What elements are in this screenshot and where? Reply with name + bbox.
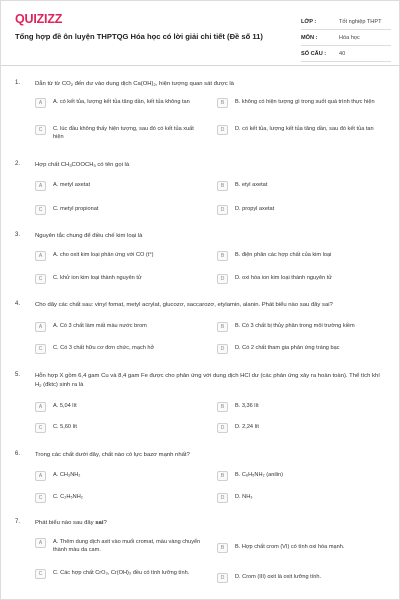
option-text: A. Thêm dung dịch axit vào muối cromat, màu vàng chuyển thành màu da cam. [53, 539, 201, 553]
option-text: D. 2,24 lít [235, 424, 259, 430]
question-number: 1. [15, 80, 21, 86]
option-letter: B [217, 98, 228, 108]
option-letter: C [35, 423, 46, 433]
option-text: A. CH₃NH₂ [53, 472, 81, 478]
option-d[interactable] [217, 423, 387, 433]
option-c[interactable] [35, 423, 205, 433]
option-d[interactable] [217, 493, 387, 503]
meta-value: Hóa học [339, 34, 360, 41]
option-text: B. 3,36 lít [235, 403, 259, 409]
option-letter: D [217, 125, 228, 135]
option-letter: A [35, 98, 46, 108]
option-letter: A [35, 471, 46, 481]
option-d[interactable] [217, 274, 387, 284]
question-text: Hợp chất $CH_3COOCH_3$ có tên gọi là [35, 162, 130, 168]
option-text: D. oxi hóa ion kim loại thành nguyên tử [235, 275, 333, 281]
option-d[interactable] [217, 205, 387, 215]
option-text: B. không có hiện tượng gì trong suốt quá trình thực hiện [235, 99, 375, 105]
option-c[interactable] [35, 569, 205, 579]
option-letter: C [35, 274, 46, 284]
option-text: A. 5,04 lít [53, 403, 77, 409]
option-letter: C [35, 205, 46, 215]
option-letter: D [217, 205, 228, 215]
option-letter: D [217, 344, 228, 354]
option-letter: D [217, 274, 228, 284]
question-text: Nguyên tắc chung để điều chế kim loại là [35, 233, 143, 239]
option-letter: C [35, 493, 46, 503]
option-c[interactable] [35, 344, 205, 354]
option-a[interactable] [35, 251, 205, 261]
option-text: C. metyl propionat [53, 206, 99, 212]
question-text: Cho dãy các chất sau: vinyl fomat, metyl acrylat, glucozơ, saccarozơ, etylamin, alanin. Phát biểu nào sau đây sai? [35, 302, 333, 308]
option-c[interactable] [35, 274, 205, 284]
option-letter: B [217, 251, 228, 261]
option-text: B. Có 3 chất bị thủy phân trong môi trường kiềm [235, 323, 355, 329]
meta-key: SỐ CÂU : [301, 50, 327, 57]
option-text: D. Crom (III) oxit là oxit lưỡng tính. [235, 574, 322, 580]
option-letter: C [35, 344, 46, 354]
question-number: 7. [15, 519, 21, 525]
option-text: D. NH₃ [235, 494, 253, 500]
option-letter: C [35, 125, 46, 135]
option-letter: B [217, 471, 228, 481]
quizizz-logo: QUIZIZZ [15, 12, 63, 26]
option-letter: C [35, 569, 46, 579]
option-text: B. Hợp chất crom (VI) có tính oxi hóa mạnh. [235, 544, 345, 550]
question-text: Hỗn hợp X gồm 6,4 gam Cu và 8,4 gam Fe được cho phản ứng với dung dịch HCl dư (các phản ứng xảy ra hoàn toàn). Thể tích khí $H_2$ (đktc) sinh ra là [35, 373, 380, 388]
option-text: A. metyl axetat [53, 182, 90, 188]
meta-row-count [301, 46, 391, 62]
option-b[interactable] [217, 98, 387, 108]
option-b[interactable] [217, 251, 387, 261]
option-text: B. etyl axetat [235, 182, 268, 188]
option-letter: D [217, 493, 228, 503]
option-letter: A [35, 251, 46, 261]
option-text: C. Có 3 chất hữu cơ đơn chức, mạch hở [53, 345, 155, 351]
option-letter: B [217, 402, 228, 412]
question-number: 2. [15, 161, 21, 167]
option-c[interactable] [35, 205, 205, 215]
option-text: A. cho oxit kim loại phản ứng với CO (t°) [53, 252, 154, 258]
option-text: C. khử ion kim loại thành nguyên tử [53, 275, 142, 281]
meta-row-class [301, 14, 391, 30]
option-letter: B [217, 181, 228, 191]
question-text: Dẫn từ từ $CO_2$ đến dư vào dung dịch $Ca(OH)_2$, hiện tượng quan sát được là [35, 81, 234, 87]
option-b[interactable] [217, 402, 387, 412]
question-number: 4. [15, 301, 21, 307]
option-a[interactable] [35, 322, 205, 332]
meta-key: LỚP : [301, 18, 317, 25]
option-text: D. có kết tủa, lượng kết tủa tăng dần, sau đó kết tủa tan [235, 126, 374, 132]
option-letter: A [35, 322, 46, 332]
option-b[interactable] [217, 471, 387, 481]
option-b[interactable] [217, 322, 387, 332]
meta-value: Tốt nghiệp THPT [339, 18, 382, 25]
option-letter: B [217, 543, 228, 553]
option-a[interactable] [35, 538, 205, 554]
option-letter: A [35, 181, 46, 191]
option-d[interactable] [217, 573, 387, 583]
meta-key: MÔN : [301, 34, 318, 41]
option-c[interactable] [35, 493, 205, 503]
option-text: C. Các hợp chất CrO₃, Cr(OH)₃ đều có tính lưỡng tính. [53, 570, 190, 576]
option-b[interactable] [217, 543, 387, 553]
question-number: 3. [15, 232, 21, 238]
option-text: C. lúc đầu không thấy hiện tượng, sau đó có kết tủa xuất hiện [53, 126, 194, 140]
question-text: Trong các chất dưới đây, chất nào có lực bazơ mạnh nhất? [35, 452, 190, 458]
option-text: C. C₂H₅NH₂ [53, 494, 83, 500]
option-d[interactable] [217, 344, 387, 354]
option-letter: A [35, 402, 46, 412]
option-a[interactable] [35, 471, 205, 481]
option-text: A. có kết tủa, lượng kết tủa tăng dần, kết tủa không tan [53, 99, 190, 105]
option-a[interactable] [35, 402, 205, 412]
option-letter: D [217, 423, 228, 433]
option-text: C. 5,60 lít [53, 424, 77, 430]
option-text: D. Có 2 chất tham gia phản ứng tráng bạc [235, 345, 340, 351]
meta-value: 40 [339, 50, 346, 57]
option-b[interactable] [217, 181, 387, 191]
option-letter: D [217, 573, 228, 583]
option-text: B. C₆H₅NH₂ (anilin) [235, 472, 284, 478]
option-a[interactable] [35, 181, 205, 191]
option-c[interactable] [35, 125, 205, 141]
meta-row-subject [301, 30, 391, 46]
option-text: A. Có 3 chất làm mất màu nước brom [53, 323, 147, 329]
question-text: Phát biểu nào sau đây sai? [35, 520, 107, 526]
option-text: D. propyl axetat [235, 206, 275, 212]
question-number: 5. [15, 372, 21, 378]
option-d[interactable] [217, 125, 387, 135]
option-letter: A [35, 538, 46, 548]
header-divider [1, 65, 400, 66]
option-text: B. điện phân các hợp chất của kim loại [235, 252, 332, 258]
worksheet-title: Tổng hợp đề ôn luyện THPTQG Hóa học có lời giải chi tiết (Đề số 11) [15, 32, 263, 41]
meta-table [301, 14, 391, 62]
option-letter: B [217, 322, 228, 332]
option-a[interactable] [35, 98, 205, 108]
question-number: 6. [15, 451, 21, 457]
